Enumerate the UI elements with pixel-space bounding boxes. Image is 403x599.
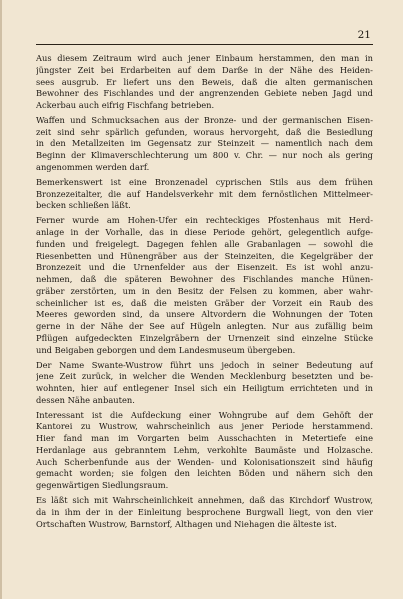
text-line: Bemerkenswert ist eine Bronzenadel cyprischen Stils aus dem frühen — [36, 176, 373, 187]
page-number: 21 — [357, 29, 371, 41]
text-line: jüngster Zeit bei Erdarbeiten auf dem Darße in der Nähe des Heiden- — [36, 64, 373, 75]
text-line: Riesenbetten und Hünengräber aus der Steinzeiten, die Kegelgräber der — [36, 250, 373, 261]
text-line: Ferner wurde am Hohen-Ufer ein rechteckiges Pfostenhaus mit Herd- — [36, 215, 373, 226]
text-line: da in ihm der in der Einleitung besprochene Burgwall liegt, von den vier — [36, 506, 373, 517]
text-line: anlage in der Vorhalle, das in diese Periode gehört, gelegentlich aufge- — [36, 227, 373, 238]
text-line: Meeres geworden sind, da unsere Altvordern die Wohnungen der Toten — [36, 309, 373, 320]
text-line: Waffen und Schmucksachen aus der Bronze- und der germanischen Eisen- — [36, 114, 373, 125]
text-line: Bronzezeit und die Urnenfelder aus der Eisenzeit. Es ist wohl anzu- — [36, 262, 373, 273]
text-line: Beginn der Klimaverschlechterung um 800 v. Chr. — nur noch als gering — [36, 150, 373, 161]
text-line: Der Name Swante-Wustrow führt uns jedoch in seiner Bedeutung auf — [36, 359, 373, 370]
text-line: Kantorei zu Wustrow, wahrscheinlich aus jener Periode herstammend. — [36, 421, 373, 432]
text-line: Bronzezeitalter, die auf Handelsverkehr mit dem fernöstlichen Mittelmeer- — [36, 188, 373, 199]
text-line: sees ausgrub. Er liefert uns den Beweis, daß die alten germanischen — [36, 76, 373, 87]
paragraph — [36, 53, 373, 112]
text-line: gegenwärtigen Siedlungsraum. — [36, 480, 169, 491]
paragraph — [36, 410, 373, 492]
text-line: nehmen, daß die späteren Bewohner des Fischlandes manche Hünen- — [36, 274, 373, 285]
paragraph — [36, 177, 373, 212]
text-line: gemacht worden; sie folgen den leichten Böden und nähern sich den — [36, 468, 373, 479]
paragraph — [36, 215, 373, 356]
text-line: gräber zerstörten, um in den Besitz der Felsen zu kommen, aber wahr- — [36, 285, 373, 296]
text-line: scheinlicher ist es, daß die meisten Gräber der Vorzeit ein Raub des — [36, 297, 373, 308]
header-rule — [36, 44, 373, 45]
text-line: gerne in der Nähe der See auf Hügeln anlegten. Nur aus zufällig beim — [36, 321, 373, 332]
paragraph — [36, 115, 373, 174]
text-line: Ortschaften Wustrow, Barnstorf, Althagen und Niehagen die älteste ist. — [36, 518, 337, 529]
text-line: zeit sind sehr spärlich gefunden, woraus hervorgeht, daß die Besiedlung — [36, 126, 373, 137]
text-line: jene Zeit zurück, in welcher die Wenden Mecklenburg besetzten und be- — [36, 371, 373, 382]
text-line: Hier fand man im Vorgarten beim Ausschachten in Metertiefe eine — [36, 433, 373, 444]
text-line: funden und freigelegt. Dagegen fehlen alle Grabanlagen — sowohl die — [36, 238, 373, 249]
text-line: in den Metallzeiten im Gegensatz zur Steinzeit — namentlich nach dem — [36, 138, 373, 149]
text-line: Interessant ist die Aufdeckung einer Wohngrube auf dem Gehöft der — [36, 409, 373, 420]
text-line: Aus diesem Zeitraum wird auch jener Einbaum herstammen, den man in — [36, 53, 373, 63]
text-line: angenommen werden darf. — [36, 161, 150, 172]
text-line: wohnten, hier auf entlegener Insel sich ein Heiligtum errichteten und in — [36, 383, 373, 393]
text-line: Ackerbau auch eifrig Fischfang betrieben. — [36, 100, 215, 110]
text-line: becken schließen läßt. — [36, 200, 131, 211]
text-line: Herdanlage aus gebranntem Lehm, verkohlte Baumäste und Holzasche. — [36, 444, 373, 455]
paragraph — [36, 495, 373, 530]
text-line: Auch Scherbenfunde aus der Wenden- und Kolonisationszeit sind häufig — [36, 456, 373, 467]
text-line: Es läßt sich mit Wahrscheinlichkeit annehmen, daß das Kirchdorf Wustrow, — [36, 495, 373, 506]
text-line: Pflügen aufgedeckten Einzelgräbern der Urnenzeit sind einzelne Stücke — [36, 332, 373, 343]
page-body — [36, 53, 373, 534]
text-line: und Beigaben geborgen und dem Landesmuseum übergeben. — [36, 344, 296, 355]
paragraph — [36, 360, 373, 407]
text-line: dessen Nähe anbauten. — [36, 394, 135, 405]
text-line: Bewohner des Fischlandes und der angrenzenden Gebiete neben Jagd und — [36, 88, 373, 99]
